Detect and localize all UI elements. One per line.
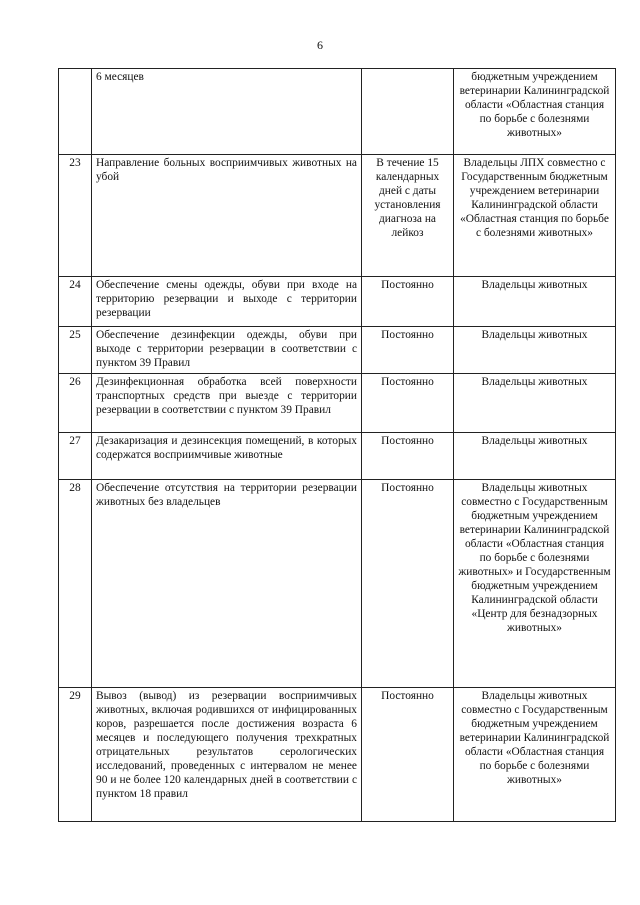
term-text: Постоянно xyxy=(362,480,454,688)
measure-text: Дезакаризация и дезинсекция помещений, в которых содержатся восприимчивые животные xyxy=(92,433,362,480)
measure-text: Направление больных восприимчивых животных на убой xyxy=(92,155,362,277)
responsible-text: бюджетным учреждением ветеринарии Калининградской области «Областная станция по борьбе с болезнями животных» xyxy=(454,69,616,155)
responsible-text: Владельцы животных xyxy=(454,277,616,327)
measure-text: Обеспечение отсутствия на территории резервации животных без владельцев xyxy=(92,480,362,688)
table-row xyxy=(59,433,616,480)
row-number: 27 xyxy=(59,433,92,480)
measures-table xyxy=(58,68,616,822)
table-row xyxy=(59,277,616,327)
table-row xyxy=(59,374,616,433)
term-text xyxy=(362,69,454,155)
row-number: 25 xyxy=(59,327,92,374)
row-number: 23 xyxy=(59,155,92,277)
measure-text: Обеспечение дезинфекции одежды, обуви при выходе с территории резервации в соответствии с пунктом 39 Правил xyxy=(92,327,362,374)
table-row xyxy=(59,480,616,688)
responsible-text: Владельцы животных xyxy=(454,433,616,480)
responsible-text: Владельцы животных совместно с Государственным бюджетным учреждением ветеринарии Калининградской области «Областная станция по борьбе с болезнями животных» и Государственным бюджетным учреждением Калининградской области «Центр для безнадзорных животных» xyxy=(454,480,616,688)
row-number xyxy=(59,69,92,155)
row-number: 28 xyxy=(59,480,92,688)
term-text: Постоянно xyxy=(362,277,454,327)
row-number: 29 xyxy=(59,688,92,822)
measure-text: Вывоз (вывод) из резервации восприимчивых животных, включая родившихся от инфицированных коров, разрешается после достижения возраста 6 месяцев и последующего получения трехкратных отрицательных результатов серологических исследований, проведенных с интервалом не менее 90 и не более 120 календарных дней в соответствии с пунктом 18 правил xyxy=(92,688,362,822)
responsible-text: Владельцы животных совместно с Государственным бюджетным учреждением ветеринарии Калининградской области «Областная станция по борьбе с болезнями животных» xyxy=(454,688,616,822)
measure-text: Дезинфекционная обработка всей поверхности транспортных средств при выезде с территории резервации в соответствии с пунктом 39 Правил xyxy=(92,374,362,433)
table-row xyxy=(59,688,616,822)
responsible-text: Владельцы ЛПХ совместно с Государственным бюджетным учреждением ветеринарии Калининградской области «Областная станция по борьбе с болезнями животных» xyxy=(454,155,616,277)
row-number: 24 xyxy=(59,277,92,327)
term-text: Постоянно xyxy=(362,688,454,822)
table-row xyxy=(59,69,616,155)
table-row xyxy=(59,327,616,374)
row-number: 26 xyxy=(59,374,92,433)
responsible-text: Владельцы животных xyxy=(454,374,616,433)
term-text: Постоянно xyxy=(362,327,454,374)
term-text: Постоянно xyxy=(362,433,454,480)
table-row xyxy=(59,155,616,277)
measure-text: Обеспечение смены одежды, обуви при входе на территорию резервации и выходе с территории резервации xyxy=(92,277,362,327)
term-text: Постоянно xyxy=(362,374,454,433)
term-text: В течение 15 календарных дней с даты установления диагноза на лейкоз xyxy=(362,155,454,277)
responsible-text: Владельцы животных xyxy=(454,327,616,374)
page-number: 6 xyxy=(317,38,323,52)
measure-text: 6 месяцев xyxy=(92,69,362,155)
